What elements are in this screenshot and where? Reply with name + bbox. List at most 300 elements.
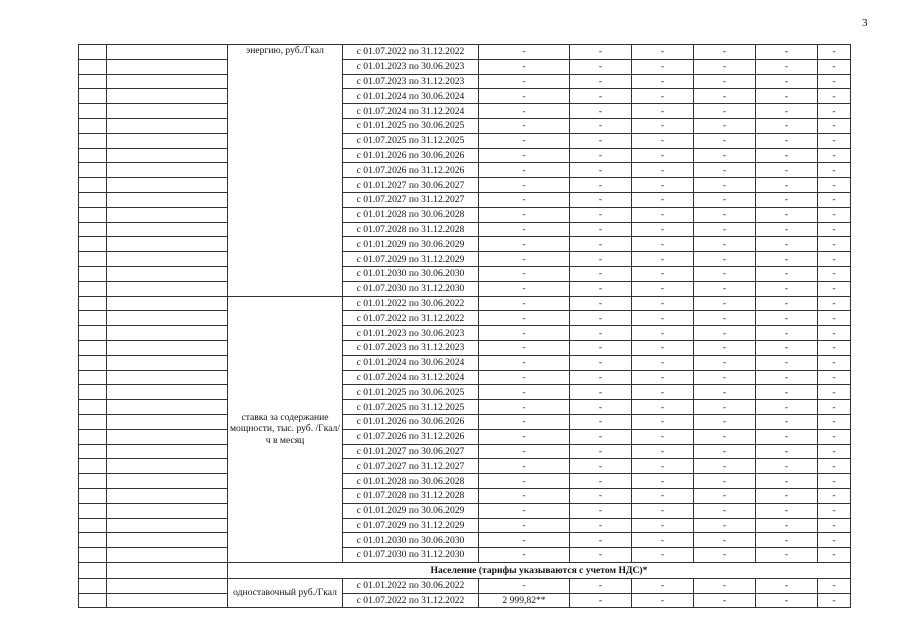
value-cell: - [818, 178, 851, 193]
value-cell: - [756, 355, 818, 370]
value-cell: - [570, 59, 632, 74]
item-name-cell [107, 59, 228, 74]
item-name-cell [107, 207, 228, 222]
item-name-cell [107, 578, 228, 593]
value-cell: - [694, 340, 756, 355]
value-cell: - [479, 104, 570, 119]
value-cell: - [818, 207, 851, 222]
value-cell: - [479, 163, 570, 178]
value-cell: - [632, 45, 694, 60]
value-cell: - [694, 385, 756, 400]
table-row [79, 444, 851, 459]
value-cell: - [756, 178, 818, 193]
row-number-cell [79, 459, 107, 474]
table-row [79, 429, 851, 444]
row-number-cell [79, 474, 107, 489]
value-cell: - [694, 578, 756, 593]
period-cell: с 01.01.2030 по 30.06.2030 [343, 266, 479, 281]
value-cell: - [694, 118, 756, 133]
table-row [79, 178, 851, 193]
row-number-cell [79, 340, 107, 355]
table-row [79, 414, 851, 429]
value-cell: - [479, 340, 570, 355]
period-cell: с 01.07.2029 по 31.12.2029 [343, 518, 479, 533]
value-cell: - [479, 459, 570, 474]
value-cell: - [694, 326, 756, 341]
value-cell: - [694, 192, 756, 207]
value-cell: - [479, 296, 570, 311]
value-cell: - [632, 311, 694, 326]
item-name-cell [107, 414, 228, 429]
table-row [79, 548, 851, 563]
value-cell: - [818, 370, 851, 385]
value-cell: - [479, 118, 570, 133]
value-cell: - [756, 400, 818, 415]
period-cell: с 01.01.2028 по 30.06.2028 [343, 207, 479, 222]
value-cell: - [818, 548, 851, 563]
value-cell: - [479, 429, 570, 444]
value-cell: - [632, 593, 694, 608]
table-row [79, 266, 851, 281]
value-cell: - [818, 326, 851, 341]
value-cell: - [632, 518, 694, 533]
table-row [79, 326, 851, 341]
value-cell: - [632, 237, 694, 252]
table-row [79, 311, 851, 326]
section-header-row [79, 562, 851, 578]
value-cell: - [818, 578, 851, 593]
value-cell: - [570, 118, 632, 133]
value-cell: - [818, 414, 851, 429]
value-cell: - [479, 474, 570, 489]
period-cell: с 01.07.2027 по 31.12.2027 [343, 192, 479, 207]
item-name-cell [107, 74, 228, 89]
row-number-cell [79, 370, 107, 385]
period-cell: с 01.07.2022 по 31.12.2022 [343, 593, 479, 608]
section-title: Население (тарифы указываются с учетом НДС)* [228, 562, 851, 578]
period-cell: с 01.01.2026 по 30.06.2026 [343, 414, 479, 429]
value-cell: - [694, 207, 756, 222]
period-cell: с 01.01.2029 по 30.06.2029 [343, 237, 479, 252]
item-name-cell [107, 192, 228, 207]
value-cell: - [756, 296, 818, 311]
period-cell: с 01.07.2026 по 31.12.2026 [343, 163, 479, 178]
row-number-cell [79, 118, 107, 133]
value-cell: - [632, 207, 694, 222]
value-cell: - [818, 222, 851, 237]
value-cell: - [756, 281, 818, 296]
value-cell: - [479, 326, 570, 341]
value-cell: - [756, 207, 818, 222]
row-number-cell [79, 74, 107, 89]
period-cell: с 01.07.2028 по 31.12.2028 [343, 222, 479, 237]
tariff-type-label: ставка за содержание мощности, тыс. руб. /Гкал/ч в месяц [228, 296, 343, 562]
item-name-cell [107, 548, 228, 563]
value-cell: - [694, 593, 756, 608]
value-cell: - [570, 281, 632, 296]
value-cell: - [570, 578, 632, 593]
item-name-cell [107, 326, 228, 341]
table-row [79, 340, 851, 355]
item-name-cell [107, 562, 228, 578]
value-cell: - [479, 370, 570, 385]
value-cell: - [570, 385, 632, 400]
period-cell: с 01.07.2029 по 31.12.2029 [343, 252, 479, 267]
value-cell: - [694, 370, 756, 385]
value-cell: - [479, 266, 570, 281]
item-name-cell [107, 429, 228, 444]
table-row [79, 296, 851, 311]
item-name-cell [107, 311, 228, 326]
period-cell: с 01.07.2027 по 31.12.2027 [343, 459, 479, 474]
period-cell: с 01.01.2023 по 30.06.2023 [343, 59, 479, 74]
item-name-cell [107, 222, 228, 237]
row-number-cell [79, 281, 107, 296]
table-row [79, 59, 851, 74]
value-cell: - [756, 326, 818, 341]
table-row [79, 192, 851, 207]
row-number-cell [79, 133, 107, 148]
value-cell: - [570, 192, 632, 207]
row-number-cell [79, 311, 107, 326]
value-cell: - [570, 414, 632, 429]
value-cell: - [479, 311, 570, 326]
value-cell: - [756, 74, 818, 89]
value-cell: - [632, 355, 694, 370]
value-cell: - [694, 474, 756, 489]
value-cell: - [570, 163, 632, 178]
value-cell: - [818, 104, 851, 119]
value-cell: - [570, 207, 632, 222]
period-cell: с 01.07.2022 по 31.12.2022 [343, 45, 479, 60]
value-cell: - [818, 266, 851, 281]
value-cell: - [632, 222, 694, 237]
period-cell: с 01.07.2025 по 31.12.2025 [343, 400, 479, 415]
value-cell: - [694, 74, 756, 89]
table-row [79, 207, 851, 222]
value-cell: - [632, 104, 694, 119]
value-cell: - [632, 429, 694, 444]
row-number-cell [79, 385, 107, 400]
value-cell: - [632, 503, 694, 518]
table-row [79, 533, 851, 548]
value-cell: - [479, 518, 570, 533]
value-cell: - [479, 400, 570, 415]
value-cell: - [632, 578, 694, 593]
table-row [79, 133, 851, 148]
value-cell: - [632, 488, 694, 503]
value-cell: - [756, 414, 818, 429]
period-cell: с 01.07.2023 по 31.12.2023 [343, 340, 479, 355]
value-cell: - [818, 89, 851, 104]
item-name-cell [107, 104, 228, 119]
value-cell: - [756, 237, 818, 252]
value-cell: - [694, 429, 756, 444]
value-cell: - [479, 503, 570, 518]
value-cell: - [570, 311, 632, 326]
value-cell: 2 999,82** [479, 593, 570, 608]
item-name-cell [107, 444, 228, 459]
value-cell: - [479, 133, 570, 148]
period-cell: с 01.01.2022 по 30.06.2022 [343, 578, 479, 593]
value-cell: - [570, 296, 632, 311]
period-cell: с 01.07.2024 по 31.12.2024 [343, 104, 479, 119]
table-row [79, 222, 851, 237]
value-cell: - [756, 59, 818, 74]
value-cell: - [694, 548, 756, 563]
value-cell: - [818, 459, 851, 474]
table-row [79, 89, 851, 104]
row-number-cell [79, 429, 107, 444]
value-cell: - [756, 548, 818, 563]
value-cell: - [818, 74, 851, 89]
value-cell: - [479, 74, 570, 89]
period-cell: с 01.07.2022 по 31.12.2022 [343, 311, 479, 326]
value-cell: - [818, 593, 851, 608]
value-cell: - [756, 533, 818, 548]
period-cell: с 01.01.2023 по 30.06.2023 [343, 326, 479, 341]
value-cell: - [632, 89, 694, 104]
value-cell: - [818, 237, 851, 252]
row-number-cell [79, 518, 107, 533]
value-cell: - [479, 207, 570, 222]
value-cell: - [479, 548, 570, 563]
row-number-cell [79, 296, 107, 311]
item-name-cell [107, 370, 228, 385]
value-cell: - [756, 104, 818, 119]
value-cell: - [756, 370, 818, 385]
row-number-cell [79, 222, 107, 237]
period-cell: с 01.01.2024 по 30.06.2024 [343, 355, 479, 370]
item-name-cell [107, 518, 228, 533]
value-cell: - [632, 148, 694, 163]
value-cell: - [632, 133, 694, 148]
value-cell: - [570, 266, 632, 281]
value-cell: - [570, 178, 632, 193]
table-row [79, 45, 851, 60]
row-number-cell [79, 548, 107, 563]
value-cell: - [818, 133, 851, 148]
row-number-cell [79, 89, 107, 104]
value-cell: - [818, 488, 851, 503]
table-row [79, 163, 851, 178]
period-cell: с 01.01.2025 по 30.06.2025 [343, 118, 479, 133]
table-row [79, 74, 851, 89]
value-cell: - [818, 429, 851, 444]
period-cell: с 01.01.2028 по 30.06.2028 [343, 474, 479, 489]
value-cell: - [632, 370, 694, 385]
value-cell: - [756, 148, 818, 163]
period-cell: с 01.07.2026 по 31.12.2026 [343, 429, 479, 444]
value-cell: - [756, 518, 818, 533]
table-row [79, 252, 851, 267]
row-number-cell [79, 178, 107, 193]
value-cell: - [479, 89, 570, 104]
row-number-cell [79, 266, 107, 281]
value-cell: - [632, 252, 694, 267]
value-cell: - [694, 311, 756, 326]
value-cell: - [570, 74, 632, 89]
value-cell: - [479, 533, 570, 548]
value-cell: - [479, 252, 570, 267]
value-cell: - [694, 281, 756, 296]
row-number-cell [79, 593, 107, 608]
value-cell: - [632, 192, 694, 207]
period-cell: с 01.01.2026 по 30.06.2026 [343, 148, 479, 163]
value-cell: - [479, 148, 570, 163]
table-row [79, 104, 851, 119]
period-cell: с 01.07.2025 по 31.12.2025 [343, 133, 479, 148]
value-cell: - [570, 45, 632, 60]
value-cell: - [632, 178, 694, 193]
tariff-table-container [78, 44, 851, 608]
row-number-cell [79, 59, 107, 74]
value-cell: - [818, 474, 851, 489]
row-number-cell [79, 444, 107, 459]
tariff-type-label: одноставочный руб./Гкал [228, 578, 343, 608]
value-cell: - [756, 429, 818, 444]
value-cell: - [694, 237, 756, 252]
table-row [79, 237, 851, 252]
row-number-cell [79, 104, 107, 119]
value-cell: - [818, 118, 851, 133]
value-cell: - [570, 237, 632, 252]
row-number-cell [79, 252, 107, 267]
period-cell: с 01.01.2022 по 30.06.2022 [343, 296, 479, 311]
table-row [79, 488, 851, 503]
value-cell: - [818, 296, 851, 311]
row-number-cell [79, 326, 107, 341]
row-number-cell [79, 237, 107, 252]
row-number-cell [79, 533, 107, 548]
value-cell: - [694, 133, 756, 148]
value-cell: - [694, 414, 756, 429]
period-cell: с 01.01.2027 по 30.06.2027 [343, 178, 479, 193]
item-name-cell [107, 89, 228, 104]
table-row [79, 518, 851, 533]
row-number-cell [79, 400, 107, 415]
value-cell: - [632, 474, 694, 489]
value-cell: - [756, 192, 818, 207]
period-cell: с 01.01.2025 по 30.06.2025 [343, 385, 479, 400]
value-cell: - [694, 148, 756, 163]
value-cell: - [756, 222, 818, 237]
row-number-cell [79, 192, 107, 207]
value-cell: - [694, 163, 756, 178]
value-cell: - [570, 503, 632, 518]
value-cell: - [570, 355, 632, 370]
row-number-cell [79, 207, 107, 222]
item-name-cell [107, 118, 228, 133]
value-cell: - [570, 89, 632, 104]
item-name-cell [107, 355, 228, 370]
table-row [79, 385, 851, 400]
value-cell: - [818, 59, 851, 74]
value-cell: - [479, 488, 570, 503]
value-cell: - [756, 578, 818, 593]
value-cell: - [694, 222, 756, 237]
tariff-table [78, 44, 851, 608]
value-cell: - [479, 192, 570, 207]
item-name-cell [107, 296, 228, 311]
value-cell: - [756, 488, 818, 503]
value-cell: - [756, 45, 818, 60]
value-cell: - [756, 266, 818, 281]
row-number-cell [79, 414, 107, 429]
value-cell: - [694, 45, 756, 60]
item-name-cell [107, 503, 228, 518]
table-row [79, 118, 851, 133]
item-name-cell [107, 474, 228, 489]
value-cell: - [756, 444, 818, 459]
period-cell: с 01.07.2023 по 31.12.2023 [343, 74, 479, 89]
table-row [79, 593, 851, 608]
value-cell: - [694, 503, 756, 518]
value-cell: - [479, 178, 570, 193]
value-cell: - [694, 518, 756, 533]
value-cell: - [479, 414, 570, 429]
value-cell: - [570, 148, 632, 163]
page-number: 3 [862, 17, 868, 29]
tariff-type-label: энергию, руб./Гкал [228, 45, 343, 297]
item-name-cell [107, 178, 228, 193]
value-cell: - [756, 503, 818, 518]
period-cell: с 01.07.2024 по 31.12.2024 [343, 370, 479, 385]
period-cell: с 01.01.2024 по 30.06.2024 [343, 89, 479, 104]
item-name-cell [107, 252, 228, 267]
value-cell: - [479, 222, 570, 237]
table-body [79, 45, 851, 608]
value-cell: - [694, 533, 756, 548]
table-row [79, 503, 851, 518]
value-cell: - [570, 518, 632, 533]
value-cell: - [694, 104, 756, 119]
period-cell: с 01.01.2029 по 30.06.2029 [343, 503, 479, 518]
value-cell: - [694, 178, 756, 193]
value-cell: - [632, 444, 694, 459]
table-row [79, 148, 851, 163]
value-cell: - [694, 89, 756, 104]
value-cell: - [756, 118, 818, 133]
value-cell: - [570, 340, 632, 355]
period-cell: с 01.07.2030 по 31.12.2030 [343, 548, 479, 563]
value-cell: - [570, 400, 632, 415]
value-cell: - [694, 488, 756, 503]
item-name-cell [107, 237, 228, 252]
item-name-cell [107, 163, 228, 178]
value-cell: - [570, 222, 632, 237]
value-cell: - [818, 400, 851, 415]
period-cell: с 01.07.2030 по 31.12.2030 [343, 281, 479, 296]
value-cell: - [479, 355, 570, 370]
value-cell: - [694, 459, 756, 474]
value-cell: - [479, 444, 570, 459]
value-cell: - [694, 296, 756, 311]
table-row [79, 459, 851, 474]
value-cell: - [479, 59, 570, 74]
value-cell: - [632, 118, 694, 133]
value-cell: - [479, 578, 570, 593]
value-cell: - [570, 474, 632, 489]
item-name-cell [107, 281, 228, 296]
value-cell: - [818, 444, 851, 459]
value-cell: - [632, 163, 694, 178]
value-cell: - [570, 593, 632, 608]
value-cell: - [570, 444, 632, 459]
row-number-cell [79, 503, 107, 518]
period-cell: с 01.01.2027 по 30.06.2027 [343, 444, 479, 459]
value-cell: - [818, 385, 851, 400]
